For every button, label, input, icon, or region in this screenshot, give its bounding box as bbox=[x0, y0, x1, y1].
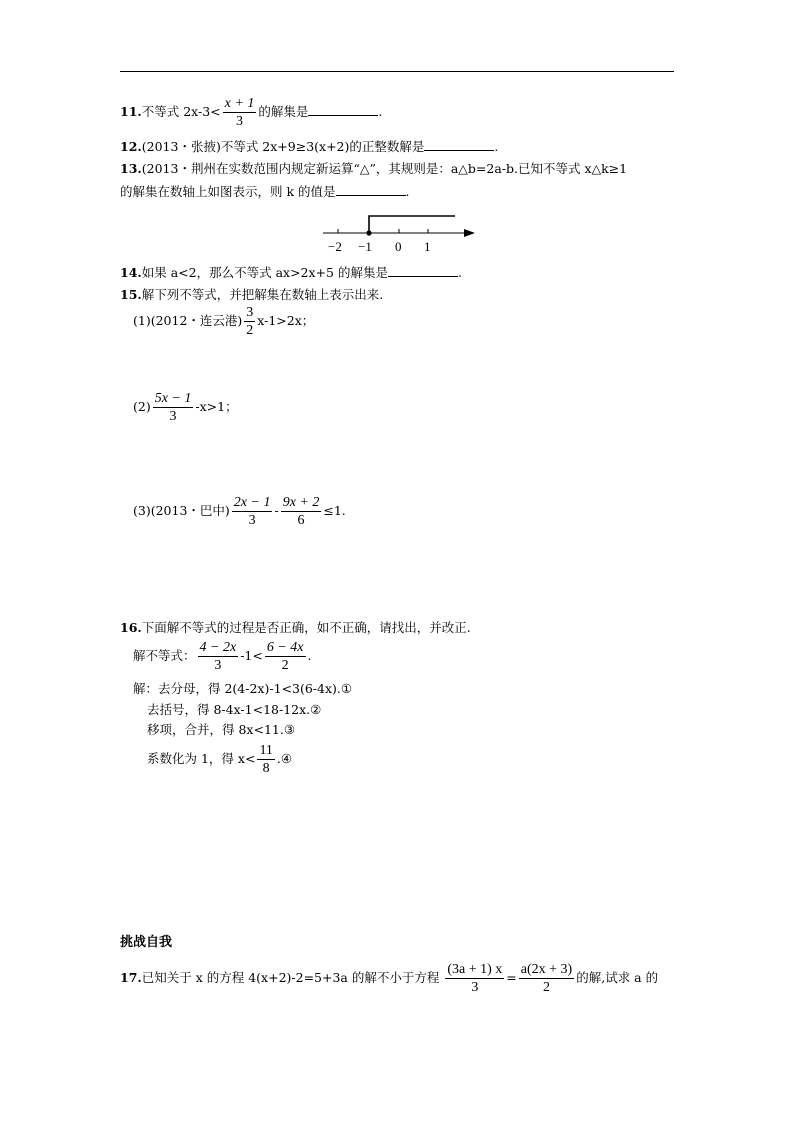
question-15-part-3 bbox=[133, 494, 346, 529]
punctuation: . bbox=[378, 104, 383, 119]
fraction-denominator: 3 bbox=[248, 513, 256, 528]
fraction-numerator: a(2x + 3) bbox=[520, 962, 573, 977]
answer-blank[interactable] bbox=[308, 103, 378, 116]
operator: = bbox=[506, 970, 517, 985]
question-11 bbox=[120, 95, 382, 130]
question-text: 已知关于 x 的方程 4(x+2)-2=5+3a 的解不小于方程 bbox=[141, 970, 440, 985]
question-number: 11. bbox=[120, 104, 142, 119]
question-number: 16. bbox=[120, 620, 142, 635]
fraction-numerator: 5x − 1 bbox=[154, 391, 192, 406]
axis-arrow bbox=[464, 229, 475, 237]
punctuation: . bbox=[457, 265, 462, 280]
part-label: (2) bbox=[133, 399, 151, 414]
fraction bbox=[445, 961, 504, 996]
step-text: .④ bbox=[276, 751, 293, 766]
part-text: x-1>2x； bbox=[257, 313, 315, 328]
fraction bbox=[223, 95, 257, 130]
question-text: 的解集在数轴上如图表示，则 k 的值是 bbox=[120, 184, 336, 199]
operator: - bbox=[274, 503, 279, 518]
fraction bbox=[281, 494, 322, 529]
solution-step-4 bbox=[147, 742, 292, 777]
part-text: ≤1. bbox=[323, 503, 346, 518]
question-13-line2 bbox=[120, 183, 410, 201]
number-line-figure bbox=[315, 208, 480, 256]
question-13 bbox=[120, 160, 627, 178]
header-rule bbox=[120, 71, 674, 72]
fraction bbox=[257, 742, 274, 777]
tick-label: 1 bbox=[424, 239, 431, 254]
tick-label: −2 bbox=[328, 239, 342, 254]
punctuation: . bbox=[494, 139, 499, 154]
question-text: 的解,试求 a 的 bbox=[576, 970, 659, 985]
fraction-denominator: 3 bbox=[169, 409, 177, 424]
fraction-denominator: 3 bbox=[236, 114, 243, 129]
question-12 bbox=[120, 138, 498, 156]
fraction-denominator: 6 bbox=[297, 513, 305, 528]
fraction-numerator: 4 − 2x bbox=[199, 640, 237, 655]
question-number: 14. bbox=[120, 265, 142, 280]
question-15 bbox=[120, 286, 383, 304]
question-number: 15. bbox=[120, 287, 142, 302]
fraction-numerator: (3a + 1) x bbox=[447, 962, 503, 977]
fraction bbox=[265, 639, 306, 674]
section-heading: 挑战自我 bbox=[120, 935, 173, 950]
fraction-numerator: 11 bbox=[259, 743, 273, 758]
solution-range-bracket bbox=[369, 216, 455, 233]
fraction-numerator: 6 − 4x bbox=[266, 640, 304, 655]
question-text: 如果 a<2，那么不等式 ax>2x+5 的解集是 bbox=[141, 265, 388, 280]
question-15-part-2 bbox=[133, 390, 238, 425]
question-number: 12. bbox=[120, 139, 142, 154]
fraction bbox=[519, 961, 574, 996]
fraction-denominator: 2 bbox=[246, 323, 254, 338]
question-16 bbox=[120, 619, 471, 637]
fraction bbox=[232, 494, 273, 529]
question-text: 不等式 2x-3< bbox=[141, 104, 221, 119]
punctuation: . bbox=[405, 184, 410, 199]
answer-blank[interactable] bbox=[424, 138, 494, 151]
fraction-numerator: 2x − 1 bbox=[233, 495, 271, 510]
question-14 bbox=[120, 264, 462, 282]
fraction-numerator: x + 1 bbox=[224, 96, 255, 111]
operator: -1< bbox=[240, 648, 263, 663]
part-label: (3)(2013・巴中) bbox=[133, 503, 230, 518]
question-text: 的解集是 bbox=[258, 104, 309, 119]
fraction-numerator: 9x + 2 bbox=[282, 495, 320, 510]
question-16-problem bbox=[133, 639, 312, 674]
part-label: (1)(2012・连云港) bbox=[133, 313, 243, 328]
fraction-denominator: 2 bbox=[543, 980, 550, 995]
question-text: (2013・张掖)不等式 2x+9≥3(x+2)的正整数解是 bbox=[141, 139, 425, 154]
fraction-denominator: 2 bbox=[281, 658, 289, 673]
fraction bbox=[244, 304, 255, 339]
part-text: -x>1； bbox=[195, 399, 238, 414]
fraction-numerator: 3 bbox=[246, 305, 254, 320]
fraction bbox=[198, 639, 239, 674]
fraction bbox=[153, 390, 194, 425]
question-17 bbox=[120, 961, 658, 996]
tick-label: 0 bbox=[395, 239, 402, 254]
question-text: 下面解不等式的过程是否正确，如不正确，请找出，并改正. bbox=[141, 620, 471, 635]
tick-label: −1 bbox=[358, 239, 372, 254]
punctuation: . bbox=[307, 648, 312, 663]
solution-step-2: 去括号，得 8-4x-1<18-12x.② bbox=[147, 702, 322, 717]
question-text: (2013・荆州在实数范围内规定新运算“△”，其规则是：a△b=2a-b.已知不等式 x△k≥1 bbox=[141, 161, 628, 176]
question-15-part-1 bbox=[133, 304, 314, 339]
fraction-denominator: 8 bbox=[262, 761, 270, 776]
answer-blank[interactable] bbox=[388, 264, 458, 277]
question-number: 13. bbox=[120, 161, 142, 176]
fraction-denominator: 3 bbox=[471, 980, 479, 995]
fraction-denominator: 3 bbox=[214, 658, 222, 673]
solution-step-3: 移项，合并，得 8x<11.③ bbox=[147, 722, 296, 737]
closed-endpoint bbox=[366, 230, 371, 235]
answer-blank[interactable] bbox=[336, 183, 406, 196]
question-number: 17. bbox=[120, 970, 142, 985]
solution-step-1: 解：去分母，得 2(4-2x)-1<3(6-4x).① bbox=[133, 681, 353, 696]
question-text: 解下列不等式，并把解集在数轴上表示出来. bbox=[141, 287, 384, 302]
problem-label: 解不等式： bbox=[133, 648, 196, 663]
step-text: 系数化为 1，得 x< bbox=[147, 751, 256, 766]
